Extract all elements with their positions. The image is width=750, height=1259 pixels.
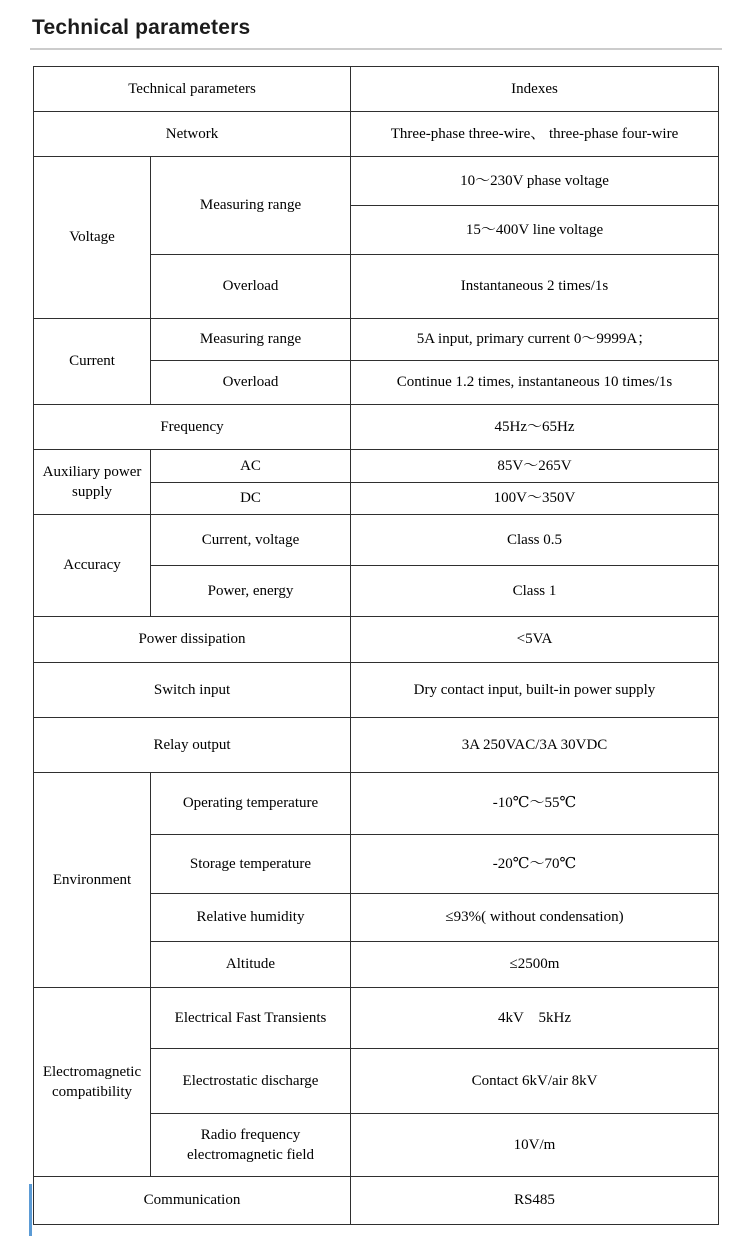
emc-eft-label-cell: Electrical Fast Transients <box>151 988 351 1049</box>
switch-input-value-cell: Dry contact input, built-in power supply <box>351 663 719 718</box>
table-row <box>34 718 719 773</box>
voltage-measuring-range-label-cell: Measuring range <box>151 157 351 255</box>
table-row <box>34 515 719 566</box>
relay-output-label-cell: Relay output <box>34 718 351 773</box>
communication-label-cell: Communication <box>34 1177 351 1225</box>
blue-accent-line <box>29 1184 32 1236</box>
table-row <box>34 157 719 206</box>
environment-humidity-value-cell: ≤93%( without condensation) <box>351 894 719 942</box>
communication-value-cell: RS485 <box>351 1177 719 1225</box>
environment-altitude-label-cell: Altitude <box>151 942 351 988</box>
page-title: Technical parameters <box>32 16 251 39</box>
voltage-overload-value-cell: Instantaneous 2 times/1s <box>351 255 719 319</box>
accuracy-power-energy-value-cell: Class 1 <box>351 566 719 617</box>
accuracy-label-cell: Accuracy <box>34 515 151 617</box>
table-row <box>34 988 719 1049</box>
environment-altitude-value-cell: ≤2500m <box>351 942 719 988</box>
current-measuring-range-value-cell: 5A input, primary current 0～9999A； <box>351 319 719 361</box>
power-dissipation-label-cell: Power dissipation <box>34 617 351 663</box>
table-row <box>34 663 719 718</box>
accuracy-current-voltage-value-cell: Class 0.5 <box>351 515 719 566</box>
accuracy-power-energy-label-cell: Power, energy <box>151 566 351 617</box>
voltage-phase-value-cell: 10～230V phase voltage <box>351 157 719 206</box>
emc-esd-label-cell: Electrostatic discharge <box>151 1049 351 1114</box>
emc-label-cell: Electromagnetic compatibility <box>34 988 151 1177</box>
frequency-value-cell: 45Hz～65Hz <box>351 405 719 450</box>
emc-rf-label-cell: Radio frequency electromagnetic field <box>151 1114 351 1177</box>
emc-esd-value-cell: Contact 6kV/air 8kV <box>351 1049 719 1114</box>
voltage-overload-label-cell: Overload <box>151 255 351 319</box>
aux-power-dc-value-cell: 100V～350V <box>351 483 719 515</box>
environment-label-cell: Environment <box>34 773 151 988</box>
table-row <box>34 617 719 663</box>
title-divider <box>30 48 722 50</box>
header-parameters-cell: Technical parameters <box>34 67 351 112</box>
power-dissipation-value-cell: <5VA <box>351 617 719 663</box>
current-overload-label-cell: Overload <box>151 361 351 405</box>
aux-power-ac-value-cell: 85V～265V <box>351 450 719 483</box>
switch-input-label-cell: Switch input <box>34 663 351 718</box>
network-label-cell: Network <box>34 112 351 157</box>
voltage-line-value-cell: 15～400V line voltage <box>351 206 719 255</box>
emc-eft-value-cell: 4kV 5kHz <box>351 988 719 1049</box>
relay-output-value-cell: 3A 250VAC/3A 30VDC <box>351 718 719 773</box>
environment-storage-value-cell: -20℃～70℃ <box>351 835 719 894</box>
table-row <box>34 450 719 483</box>
table-row <box>34 773 719 835</box>
environment-operating-label-cell: Operating temperature <box>151 773 351 835</box>
environment-operating-value-cell: -10℃～55℃ <box>351 773 719 835</box>
aux-power-ac-label-cell: AC <box>151 450 351 483</box>
table-row <box>34 319 719 361</box>
environment-humidity-label-cell: Relative humidity <box>151 894 351 942</box>
aux-power-dc-label-cell: DC <box>151 483 351 515</box>
emc-rf-value-cell: 10V/m <box>351 1114 719 1177</box>
table-row <box>34 1177 719 1225</box>
table-row <box>34 405 719 450</box>
aux-power-label-cell: Auxiliary power supply <box>34 450 151 515</box>
accuracy-current-voltage-label-cell: Current, voltage <box>151 515 351 566</box>
technical-parameters-table <box>33 66 719 1225</box>
network-value-cell: Three-phase three-wire、 three-phase four-wire <box>351 112 719 157</box>
environment-storage-label-cell: Storage temperature <box>151 835 351 894</box>
current-measuring-range-label-cell: Measuring range <box>151 319 351 361</box>
table-row <box>34 67 719 112</box>
current-label-cell: Current <box>34 319 151 405</box>
current-overload-value-cell: Continue 1.2 times, instantaneous 10 times/1s <box>351 361 719 405</box>
voltage-label-cell: Voltage <box>34 157 151 319</box>
table-row <box>34 112 719 157</box>
frequency-label-cell: Frequency <box>34 405 351 450</box>
header-indexes-cell: Indexes <box>351 67 719 112</box>
